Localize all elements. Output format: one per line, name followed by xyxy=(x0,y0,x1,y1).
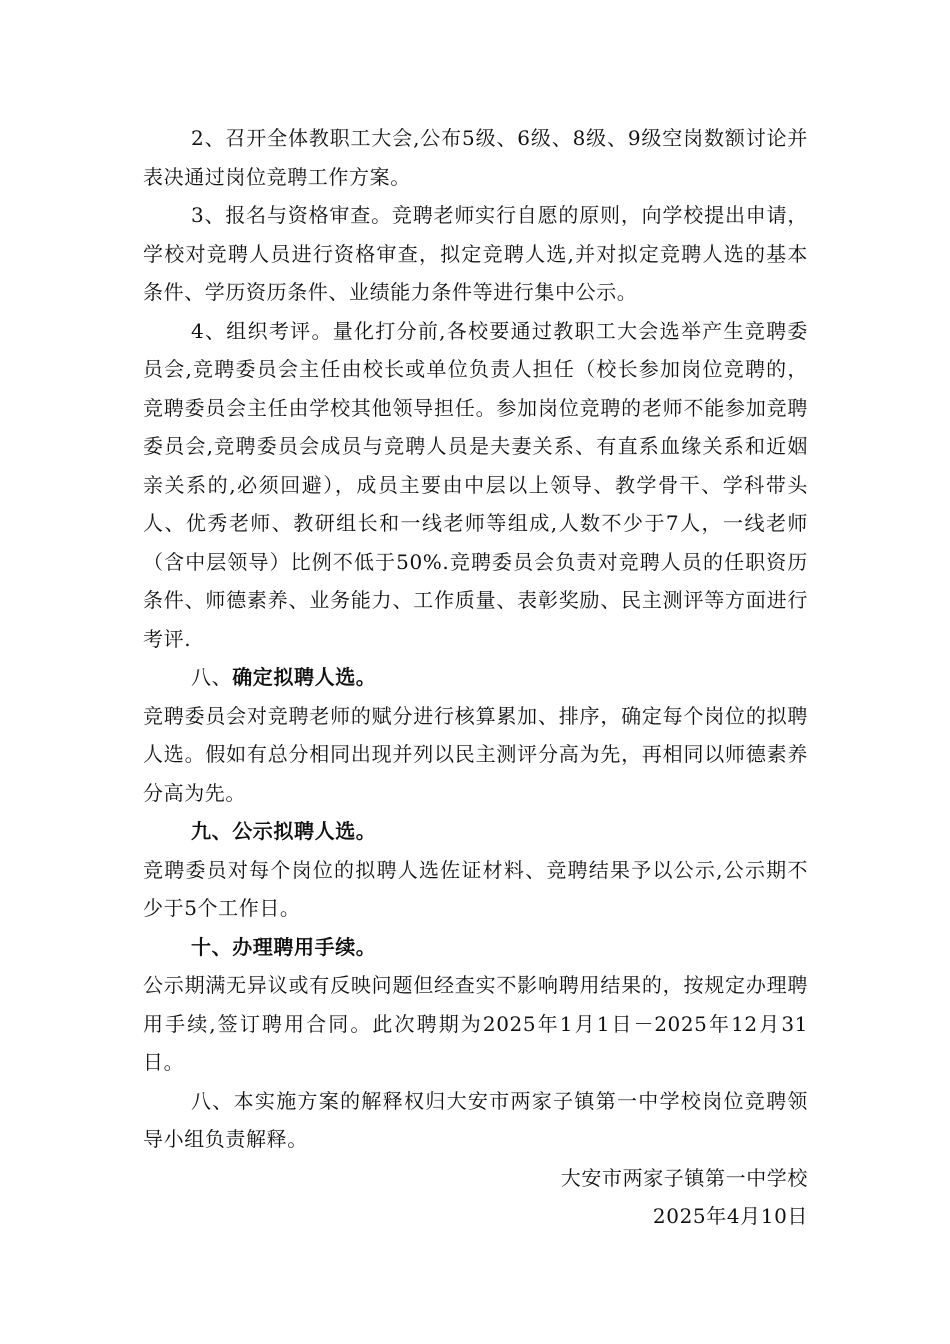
section-8-heading xyxy=(143,658,808,697)
signature-organization: 大安市两家子镇第一中学校 xyxy=(560,1165,808,1190)
closing-paragraph: 八、本实施方案的解释权归大安市两家子镇第一中学校岗位竞聘领导小组负责解释。 xyxy=(143,1088,808,1151)
section-10-heading: 十、办理聘用手续。 xyxy=(191,934,377,959)
section-10-body: 公示期满无异议或有反映问题但经查实不影响聘用结果的，按规定办理聘用手续,签订聘用合同。此次聘期为2025年1月1日－2025年12月31日。 xyxy=(143,973,808,1074)
section-8-body: 竞聘委员会对竞聘老师的赋分进行核算累加、排序，确定每个岗位的拟聘人选。假如有总分相同出现并列以民主测评分高为先，再相同以师德素养分高为先。 xyxy=(143,703,808,805)
paragraph-step-4: 4、组织考评。量化打分前,各校要通过教职工大会选举产生竞聘委员会,竞聘委员会主任由校长或单位负责人担任（校长参加岗位竞聘的，竞聘委员会主任由学校其他领导担任。参加岗位竞聘的老师不能参加竞聘委员会,竞聘委员会成员与竞聘人员是夫妻关系、有直系血缘关系和近姻亲关系的,必须回避），成员主要由中层以上领导、教学骨干、学科带头人、优秀老师、教研组长和一线老师等组成,人数不少于7人，一线老师（含中层领导）比例不低于50%.竞聘委员会负责对竞聘人员的任职资历条件、师德素养、业务能力、工作质量、表彰奖励、民主测评等方面进行考评. xyxy=(143,318,809,651)
section-9-body: 竞聘委员对每个岗位的拟聘人选佐证材料、竞聘结果予以公示,公示期不少于5个工作日。 xyxy=(143,857,808,920)
paragraph-step-2: 2、召开全体教职工大会,公布5级、6级、8级、9级空岗数额讨论并表决通过岗位竞聘工作方案。 xyxy=(143,126,808,189)
signature-date: 2025年4月10日 xyxy=(652,1204,808,1228)
section-8-heading-text: 确定拟聘人选。 xyxy=(232,665,377,689)
section-9-heading: 九、公示拟聘人选。 xyxy=(191,819,377,843)
document-body xyxy=(143,119,808,1236)
section-8-heading-prefix: 八、 xyxy=(191,665,233,689)
paragraph-step-3: 3、报名与资格审查。竞聘老师实行自愿的原则，向学校提出申请，学校对竞聘人员进行资格审查，拟定竞聘人选,并对拟定竞聘人选的基本条件、学历资历条件、业绩能力条件等进行集中公示。 xyxy=(143,203,808,304)
